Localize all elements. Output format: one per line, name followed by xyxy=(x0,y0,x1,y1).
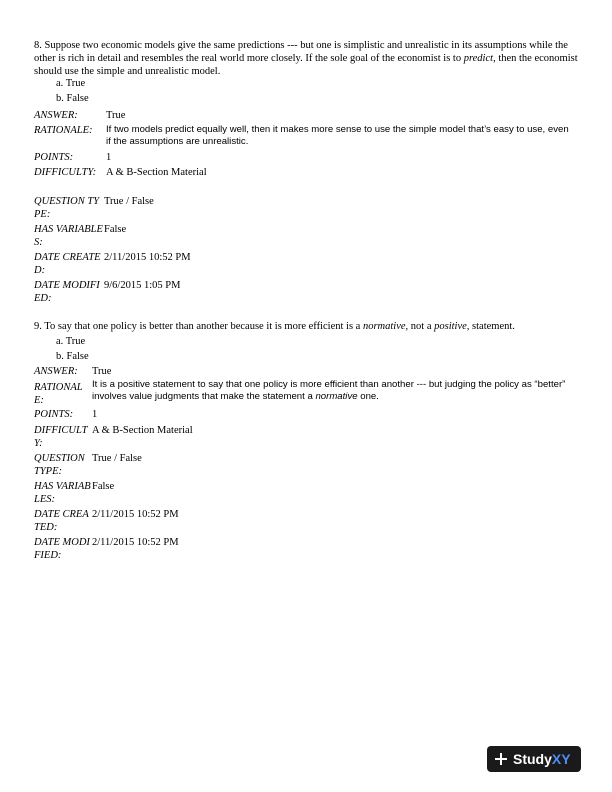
question-text-emphasis: normative xyxy=(362,321,406,332)
rationale-label: RATIONALE: xyxy=(34,125,93,136)
plus-icon xyxy=(495,753,507,765)
question-text-emphasis: predict xyxy=(463,53,494,64)
option-a: a. True xyxy=(56,78,86,89)
date-created-value: 2/11/2015 10:52 PM xyxy=(104,252,191,263)
difficulty-label: DIFFICULTY: xyxy=(34,167,97,178)
date-created-label: DATE CREATED: xyxy=(34,252,101,276)
points-value: 1 xyxy=(106,152,112,163)
date-modified-label: DATE MODIFIED: xyxy=(34,537,90,561)
option-a: a. True xyxy=(56,336,86,347)
answer-label: ANSWER: xyxy=(34,366,78,377)
question-8-text xyxy=(34,39,579,78)
has-variables-label: HAS VARIABLES: xyxy=(34,224,103,248)
question-text-part: , then the economist should use the simple and unrealistic model. xyxy=(34,53,578,77)
logo-text-accent: XY xyxy=(551,750,571,767)
rationale-text-emphasis: normative xyxy=(315,391,358,402)
studyxy-logo xyxy=(487,746,581,772)
option-b: b. False xyxy=(56,93,89,104)
has-variables-label: HAS VARIABLES: xyxy=(34,481,91,505)
question-text-emphasis: positive, xyxy=(434,321,470,332)
points-label: POINTS: xyxy=(34,152,74,163)
rationale-text: If two models predict equally well, then it makes more sense to use the simple model that’s easy to use, even if the assumptions are unrealistic. xyxy=(106,124,569,147)
date-modified-value: 9/6/2015 1:05 PM xyxy=(104,280,181,291)
question-text-part: 8. Suppose two economic models give the same predictions --- but one is simplistic and unrealistic in its assumptions while the other is rich in detail and resembles the real world more closely. If the sole goal of the economist is to xyxy=(34,40,568,64)
question-type-label: QUESTION TYPE: xyxy=(34,453,85,477)
question-text-part: statement. xyxy=(469,321,515,332)
question-text-part: 9. To say that one policy is better than another because it is more efficient is a xyxy=(34,321,363,332)
points-label: POINTS: xyxy=(34,409,74,420)
question-type-value: True / False xyxy=(104,196,154,207)
date-modified-value: 2/11/2015 10:52 PM xyxy=(92,537,179,548)
option-b: b. False xyxy=(56,351,89,362)
rationale-text xyxy=(92,379,572,403)
has-variables-value: False xyxy=(104,224,127,235)
difficulty-value: A & B-Section Material xyxy=(106,167,207,178)
date-created-label: DATE CREATED: xyxy=(34,509,89,533)
answer-value: True xyxy=(92,366,112,377)
logo-text: Study xyxy=(513,750,552,767)
rationale-text-part: one. xyxy=(357,391,379,402)
question-9-text xyxy=(34,320,579,333)
difficulty-value: A & B-Section Material xyxy=(92,425,193,436)
rationale-text-part: It is a positive statement to say that one policy is more efficient than another --- but judging the policy as “better” involves value judgments that make the statement a xyxy=(92,379,566,402)
rationale-label: RATIONALE: xyxy=(34,382,83,406)
has-variables-value: False xyxy=(92,481,115,492)
question-type-label: QUESTION TYPE: xyxy=(34,196,100,220)
difficulty-label: DIFFICULTY: xyxy=(34,425,88,449)
date-modified-label: DATE MODIFIED: xyxy=(34,280,100,304)
question-text-part: , not a xyxy=(405,321,435,332)
date-created-value: 2/11/2015 10:52 PM xyxy=(92,509,179,520)
points-value: 1 xyxy=(92,409,98,420)
answer-value: True xyxy=(106,110,126,121)
question-type-value: True / False xyxy=(92,453,142,464)
answer-label: ANSWER: xyxy=(34,110,78,121)
